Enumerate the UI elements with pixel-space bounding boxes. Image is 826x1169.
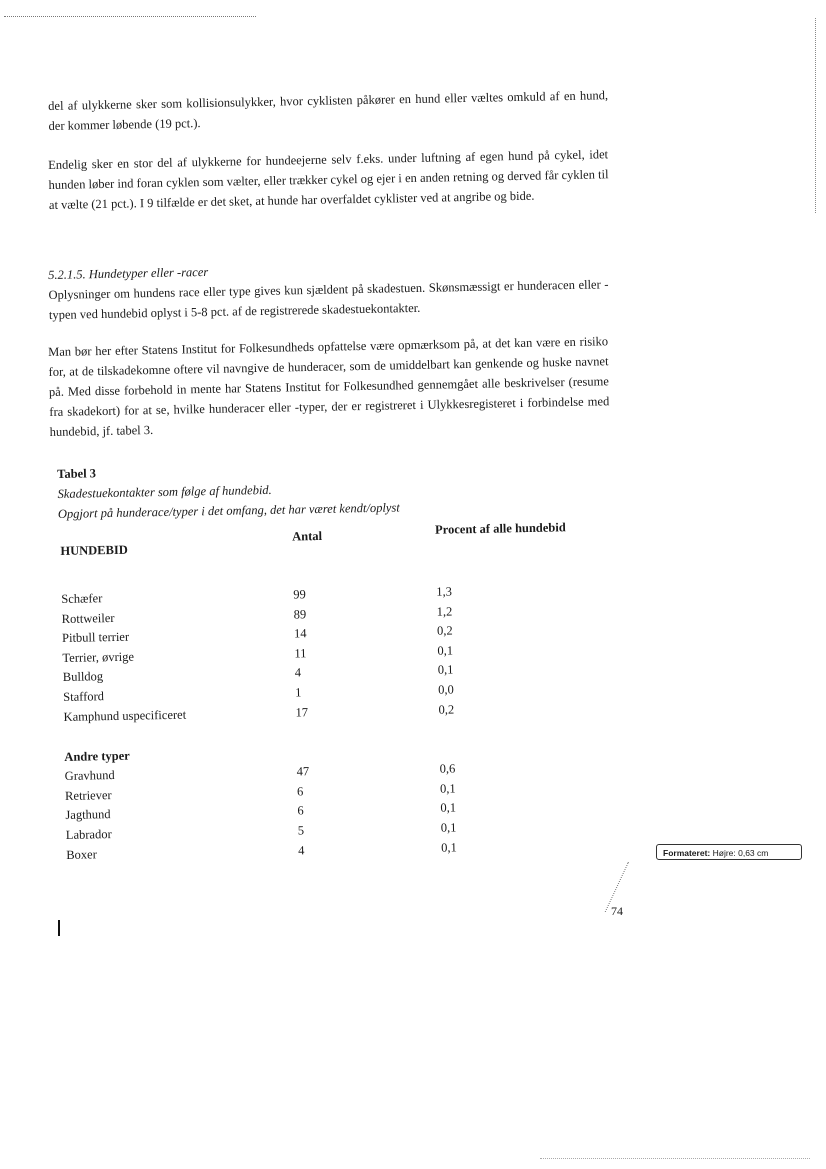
table-subtitle-1: Skadestuekontakter som følge af hundebid.	[57, 482, 272, 501]
row-name: Retriever	[64, 787, 112, 803]
section-block	[48, 254, 609, 325]
table-caption	[57, 453, 618, 524]
page-number: 74	[611, 904, 623, 918]
formatting-balloon[interactable]	[656, 844, 802, 860]
row-percent: 0,1	[440, 800, 457, 816]
group-label-andre-typer: Andre typer	[64, 748, 130, 765]
dog-bite-table	[60, 520, 606, 865]
row-count: 17	[295, 704, 309, 720]
paragraph-2-block	[48, 144, 609, 215]
paragraph-4-block	[48, 331, 610, 442]
row-count: 6	[296, 784, 304, 799]
row-percent: 0,1	[440, 820, 457, 835]
row-name: Stafford	[63, 689, 105, 704]
row-count: 99	[293, 587, 306, 602]
row-name: Schæfer	[61, 591, 103, 606]
row-count: 89	[293, 606, 307, 622]
paragraph-2: Endelig sker en stor del af ulykkerne for hundeejerne selv f.eks. under luftning af egen hund på cykel, idet hunden løber ind foran cyklen som vælter, eller trækker cykel og ejer i en anden retning og derved får cyklen til at vælte (21 pct.). I 9 tilfælde er det sket, at hunde har overfaldet cyklister ved at angribe og bide.	[48, 147, 609, 212]
row-name: Jagthund	[65, 807, 111, 823]
section-heading: 5.2.1.5. Hundetyper eller -racer	[48, 264, 209, 282]
row-name: Bulldog	[62, 669, 104, 685]
bottom-rule	[540, 1158, 810, 1159]
text-cursor	[58, 920, 60, 936]
table-subtitle-2: Opgjort på hunderace/typer i det omfang, det har været kendt/oplyst	[57, 500, 400, 521]
row-name: Rottweiler	[61, 610, 115, 626]
row-percent: 0,2	[438, 702, 455, 717]
right-margin-rule	[815, 18, 816, 213]
paragraph-4: Man bør her efter Statens Institut for Folkesundheds opfattelse være opmærksom på, at det kan være en risiko for, at de tilskadekomne oftere vil navngive de hunderacer, som de umiddelbart kan genkende og huske navnet på. Med disse forbehold in mente har Statens Institut for Folkesundhed gennemgået alle beskrivelser (resume fra skadekort) for at se, hvilke hunderacer eller -typer, der er registreret i Ulykkesregisteret i forbindelse med hundebid, jf. tabel 3.	[48, 334, 610, 439]
header-hundebid: HUNDEBID	[60, 542, 128, 558]
row-count: 11	[294, 646, 307, 661]
row-name: Terrier, øvrige	[62, 649, 135, 665]
formatting-balloon-label: Formateret:	[663, 848, 711, 858]
row-percent: 0,1	[441, 839, 457, 855]
row-count: 1	[295, 685, 302, 700]
row-count: 6	[297, 803, 304, 818]
paragraph-1-block	[48, 85, 609, 136]
header-antal: Antal	[292, 528, 323, 544]
row-count: 4	[294, 665, 302, 680]
row-percent: 0,0	[438, 682, 454, 697]
paragraph-1: del af ulykkerne sker som kollisionsulykker, hvor cyklisten påkører en hund eller væltes omkuld af en hund, der kommer løbende (19 pct.).	[48, 88, 609, 133]
row-percent: 0,1	[439, 781, 456, 796]
row-name: Labrador	[65, 827, 112, 842]
row-percent: 0,6	[439, 761, 456, 776]
row-count: 47	[296, 764, 310, 779]
row-count: 4	[298, 842, 305, 858]
row-percent: 0,1	[437, 662, 454, 678]
row-name: Pitbull terrier	[61, 629, 130, 646]
table-title: Tabel 3	[57, 466, 97, 481]
row-count: 14	[293, 626, 307, 641]
row-percent: 0,1	[437, 643, 454, 658]
row-percent: 1,2	[436, 604, 453, 619]
row-count: 5	[297, 823, 305, 838]
row-name: Boxer	[66, 846, 97, 862]
header-procent: Procent af alle hundebid	[434, 520, 566, 537]
row-percent: 1,3	[436, 584, 453, 599]
row-name: Gravhund	[64, 768, 115, 784]
top-rule	[4, 16, 256, 17]
formatting-balloon-value: Højre: 0,63 cm	[712, 848, 769, 858]
paragraph-3: Oplysninger om hundens race eller type gives kun sjældent på skadestuen. Skønsmæssigt er hunderacen eller -typen ved hundebid oplyst i 5-8 pct. af de registrerede skadestuekontakter.	[48, 277, 609, 322]
row-name: Kamphund uspecificeret	[63, 707, 187, 724]
row-percent: 0,2	[436, 623, 453, 638]
